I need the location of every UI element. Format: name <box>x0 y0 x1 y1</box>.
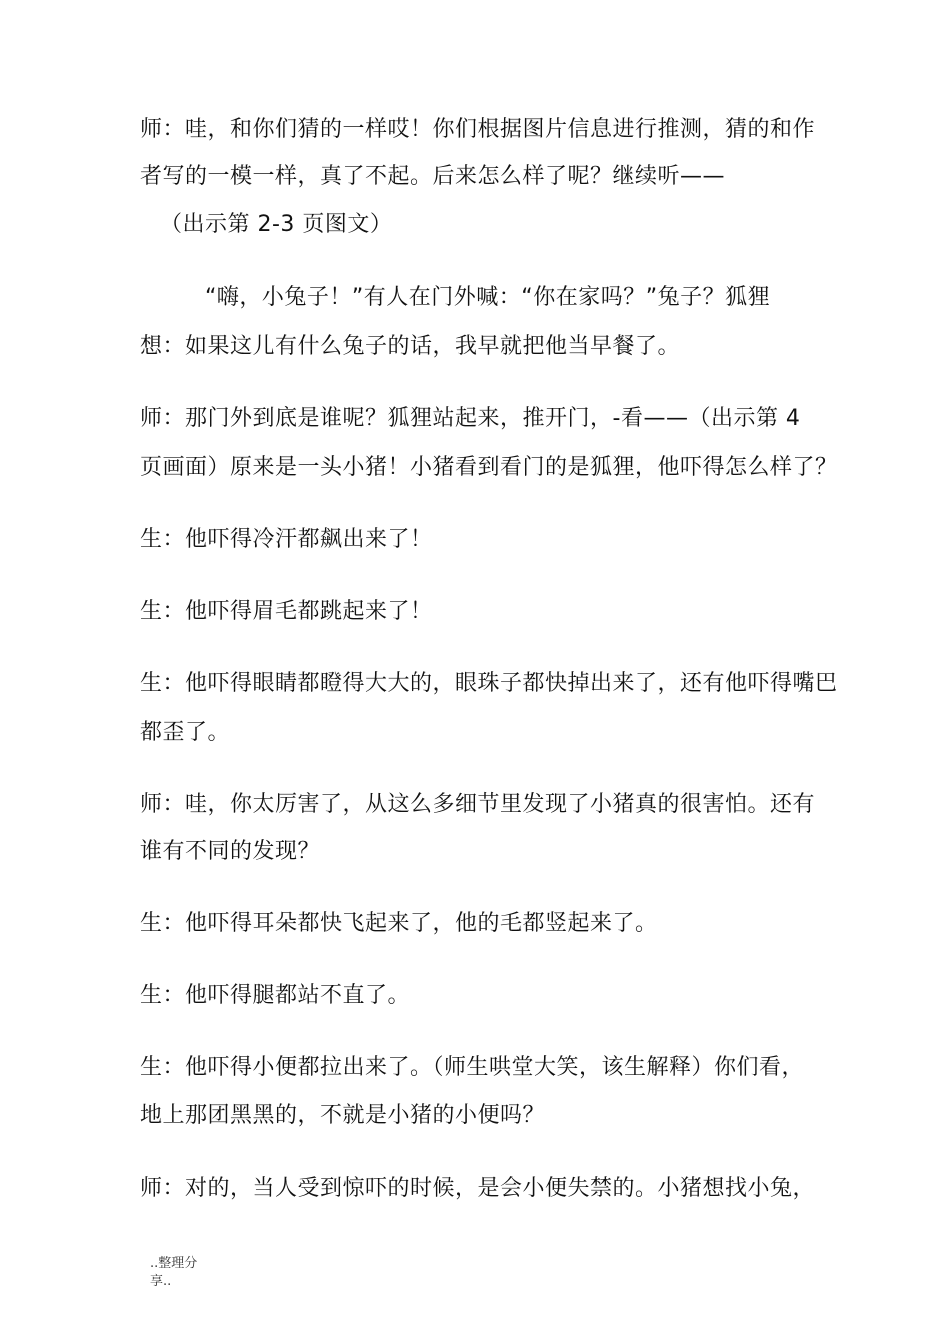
text-line: 生：他吓得眉毛都跳起来了！ <box>140 599 433 624</box>
text-line: 生：他吓得冷汗都飙出来了！ <box>140 527 433 552</box>
footer-text: ..整理分 <box>150 1256 198 1271</box>
text-line: 地上那团黑黑的，不就是小猪的小便吗？ <box>140 1103 546 1128</box>
text-line: 者写的一模一样，真了不起。后来怎么样了呢？继续听—— <box>140 164 726 189</box>
text-line: 生：他吓得腿都站不直了。 <box>140 983 411 1008</box>
text-line: 师：哇，你太厉害了，从这么多细节里发现了小猪真的很害怕。还有 <box>140 792 816 817</box>
text-line: “嗨，小兔子！”有人在门外喊：“你在家吗？”兔子？狐狸 <box>205 285 771 310</box>
footer-text: 享.. <box>150 1274 172 1289</box>
text-line: 生：他吓得眼睛都瞪得大大的，眼珠子都快掉出来了，还有他吓得嘴巴 <box>140 671 838 696</box>
text-line: 都歪了。 <box>140 720 231 745</box>
text-line: 谁有不同的发现？ <box>140 839 321 864</box>
text-line: 生：他吓得小便都拉出来了。（师生哄堂大笑，该生解释）你们看， <box>140 1055 805 1080</box>
text-line: 师：哇，和你们猜的一样哎！你们根据图片信息进行推测，猜的和作 <box>140 117 816 142</box>
text-line: （出示第 2-3 页图文） <box>160 212 393 237</box>
text-line: 页画面）原来是一头小猪！小猪看到看门的是狐狸，他吓得怎么样了？ <box>140 455 838 480</box>
text-line: 师：那门外到底是谁呢？狐狸站起来，推开门，-看——（出示第 4 <box>140 406 801 431</box>
text-line: 生：他吓得耳朵都快飞起来了，他的毛都竖起来了。 <box>140 911 658 936</box>
text-line: 师：对的，当人受到惊吓的时候，是会小便失禁的。小猪想找小兔， <box>140 1176 816 1201</box>
text-line: 想：如果这儿有什么兔子的话，我早就把他当早餐了。 <box>140 334 681 359</box>
